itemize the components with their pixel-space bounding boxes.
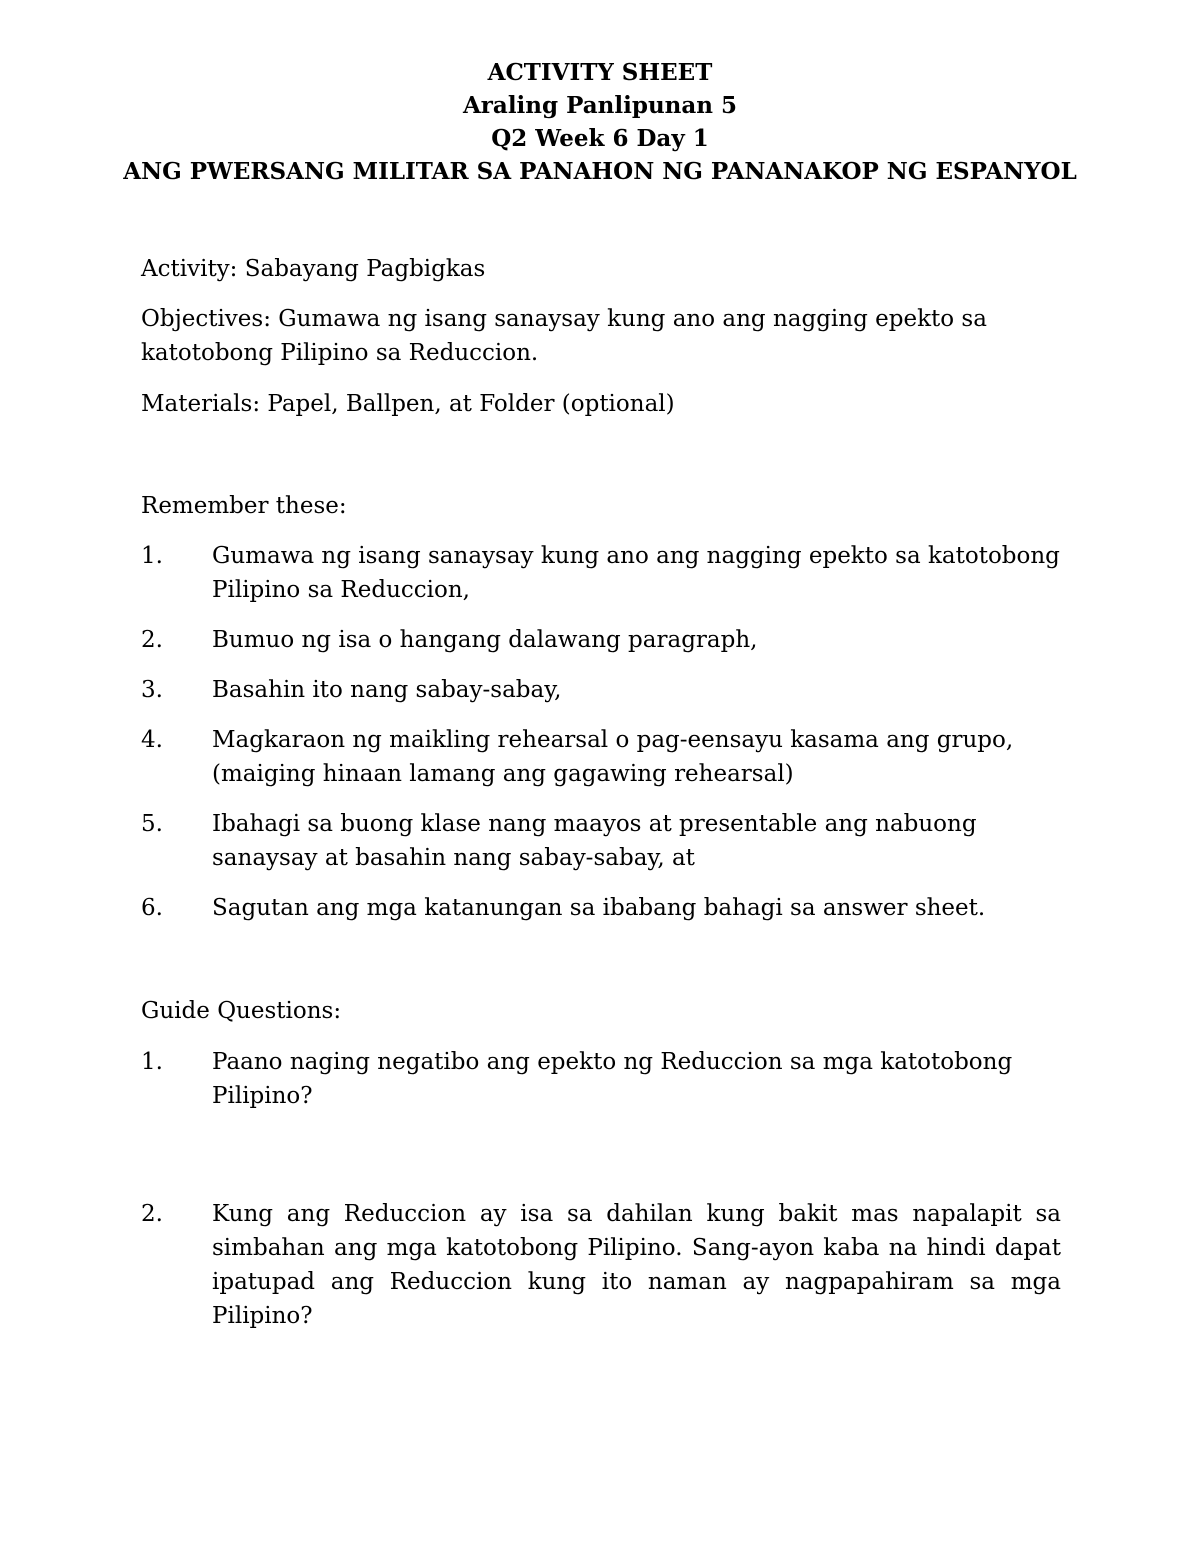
list-item — [141, 539, 1061, 607]
guide-heading: Guide Questions: — [141, 998, 342, 1024]
header-subject: Araling Panlipunan 5 — [462, 92, 738, 119]
list-item-number: 2. — [141, 1201, 163, 1227]
list-item — [141, 723, 1061, 791]
remember-heading: Remember these: — [141, 493, 347, 519]
header-topic: ANG PWERSANG MILITAR SA PANAHON NG PANANAKOP NG ESPANYOL — [123, 158, 1077, 185]
list-item-number: 2. — [141, 627, 163, 653]
list-item-number: 3. — [141, 677, 163, 703]
activity-line: Activity: Sabayang Pagbigkas — [141, 256, 486, 282]
list-item-text: Ibahagi sa buong klase nang maayos at presentable ang nabuong sanaysay at basahin nang sabay-sabay, at — [212, 811, 977, 871]
list-item — [141, 623, 1061, 657]
guide-questions-list — [141, 1045, 1061, 1333]
list-item-number: 4. — [141, 727, 163, 753]
list-item-number: 5. — [141, 811, 163, 837]
list-item-number: 1. — [141, 543, 163, 569]
list-item-text: Gumawa ng isang sanaysay kung ano ang nagging epekto sa katotobong Pilipino sa Reduccion, — [212, 543, 1060, 603]
objectives-line-1: Objectives: Gumawa ng isang sanaysay kung ano ang nagging epekto sa — [141, 306, 987, 332]
list-item — [141, 807, 1061, 875]
list-item-number: 6. — [141, 895, 163, 921]
objectives-line-2: katotobong Pilipino sa Reduccion. — [141, 340, 539, 366]
list-item-text: Magkaraon ng maikling rehearsal o pag-eensayu kasama ang grupo, (maiging hinaan lamang ang gagawing rehearsal) — [212, 727, 1014, 787]
list-item-text: Basahin ito nang sabay-sabay, — [212, 677, 562, 703]
document-header — [0, 56, 1200, 188]
list-item-number: 1. — [141, 1049, 163, 1075]
header-week: Q2 Week 6 Day 1 — [491, 125, 709, 152]
materials-line: Materials: Papel, Ballpen, at Folder (optional) — [141, 391, 675, 417]
list-item-text: Kung ang Reduccion ay isa sa dahilan kung bakit mas napalapit sa simbahan ang mga katotobong Pilipino. Sang-ayon kaba na hindi dapat ipatupad ang Reduccion kung ito naman ay nagpapahiram sa mga Pilipino? — [212, 1201, 1061, 1329]
list-item-text: Bumuo ng isa o hangang dalawang paragraph, — [212, 627, 758, 653]
list-item — [141, 891, 1061, 925]
remember-list — [141, 539, 1061, 925]
list-item-text: Paano naging negatibo ang epekto ng Reduccion sa mga katotobong Pilipino? — [212, 1049, 1013, 1109]
list-item — [141, 1045, 1061, 1113]
list-item-text: Sagutan ang mga katanungan sa ibabang bahagi sa answer sheet. — [212, 895, 986, 921]
header-title: ACTIVITY SHEET — [487, 59, 713, 86]
list-item — [141, 673, 1061, 707]
list-item — [141, 1197, 1061, 1333]
